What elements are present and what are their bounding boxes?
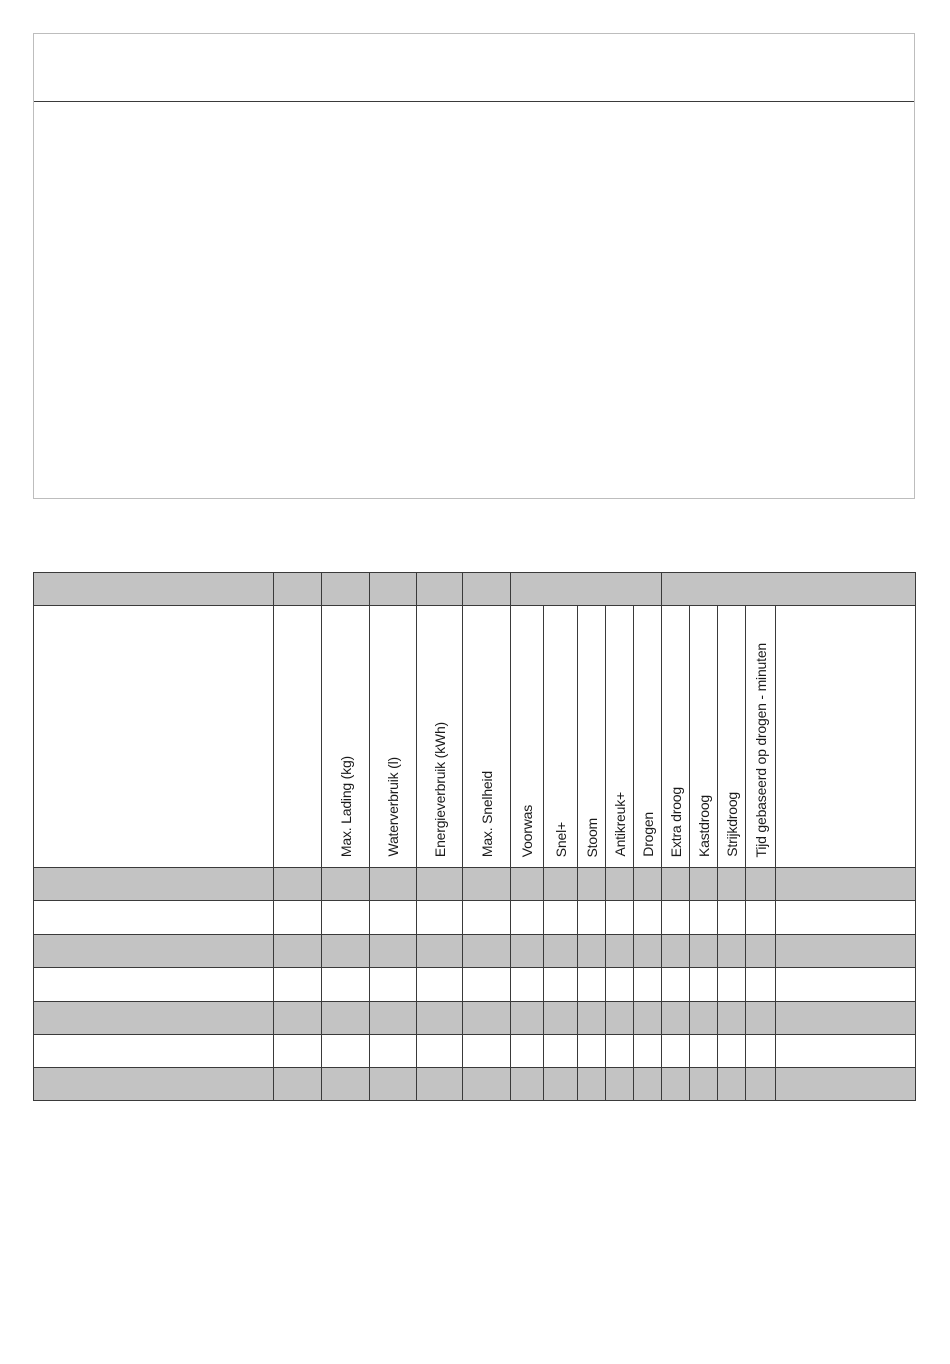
table-cell — [775, 1067, 916, 1100]
table-cell — [510, 934, 543, 967]
table-cell — [775, 1001, 916, 1034]
table-cell — [510, 867, 543, 900]
table-cell — [577, 1034, 605, 1067]
table-cell — [462, 900, 510, 933]
table-cell — [689, 1001, 717, 1034]
table-cell — [775, 900, 916, 933]
column-label-iron-dry: Strijkdroog — [723, 792, 740, 857]
column-header-anticrease — [605, 605, 633, 867]
column-header-extra — [775, 605, 916, 867]
table-cell — [661, 1067, 689, 1100]
column-label-water: Waterverbruik (l) — [385, 757, 401, 857]
table-cell — [689, 900, 717, 933]
table-cell — [273, 967, 321, 1000]
table-cell — [462, 1001, 510, 1034]
table-cell — [745, 900, 775, 933]
table-cell — [273, 1001, 321, 1034]
table-cell — [369, 1001, 416, 1034]
table-cell — [321, 1001, 369, 1034]
table-cell — [416, 900, 462, 933]
table-cell — [321, 1067, 369, 1100]
program-table — [33, 572, 916, 1101]
column-label-cupboard-dry: Kastdroog — [695, 794, 712, 857]
table-cell — [510, 900, 543, 933]
table-cell — [273, 867, 321, 900]
table-cell — [33, 1001, 273, 1034]
column-label-steam: Stoom — [583, 817, 600, 857]
table-cell — [745, 1034, 775, 1067]
table-cell — [633, 1067, 661, 1100]
table-cell — [416, 934, 462, 967]
table-cell — [369, 1034, 416, 1067]
group-header-options — [510, 572, 661, 605]
table-cell — [273, 900, 321, 933]
column-label-max-load: Max. Lading (kg) — [337, 755, 354, 857]
table-cell — [661, 900, 689, 933]
table-cell — [717, 1034, 745, 1067]
table-cell — [273, 1034, 321, 1067]
column-header-prewash — [510, 605, 543, 867]
table-cell — [775, 934, 916, 967]
table-cell — [717, 967, 745, 1000]
table-cell — [717, 900, 745, 933]
table-cell — [775, 1034, 916, 1067]
group-header-energy — [416, 572, 462, 605]
table-cell — [717, 934, 745, 967]
table-cell — [577, 867, 605, 900]
table-cell — [33, 934, 273, 967]
table-cell — [416, 1067, 462, 1100]
table-cell — [745, 967, 775, 1000]
group-header-program — [33, 572, 273, 605]
table-cell — [717, 1067, 745, 1100]
column-label-timed-dry: Tijd gebaseerd op drogen - minuten — [752, 642, 769, 857]
table-cell — [633, 967, 661, 1000]
table-cell — [416, 967, 462, 1000]
table-cell — [321, 934, 369, 967]
table-cell — [369, 934, 416, 967]
table-cell — [273, 934, 321, 967]
table-cell — [33, 967, 273, 1000]
table-cell — [462, 967, 510, 1000]
table-cell — [661, 967, 689, 1000]
table-cell — [369, 900, 416, 933]
table-cell — [369, 867, 416, 900]
table-cell — [633, 1034, 661, 1067]
table-cell — [717, 867, 745, 900]
table-cell — [605, 900, 633, 933]
table-cell — [689, 934, 717, 967]
column-header-max-speed — [462, 605, 510, 867]
table-cell — [745, 1067, 775, 1100]
table-cell — [605, 967, 633, 1000]
table-cell — [462, 1067, 510, 1100]
table-cell — [661, 1001, 689, 1034]
top-frame-divider — [34, 101, 914, 102]
table-cell — [510, 1001, 543, 1034]
table-cell — [689, 1067, 717, 1100]
column-header-program — [33, 605, 273, 867]
column-label-extra-dry: Extra droog — [667, 786, 684, 857]
group-header-speed — [462, 572, 510, 605]
column-header-iron-dry — [717, 605, 745, 867]
table-cell — [321, 900, 369, 933]
group-header-temp — [273, 572, 321, 605]
table-cell — [543, 1067, 577, 1100]
table-cell — [273, 1067, 321, 1100]
group-header-load — [321, 572, 369, 605]
table-cell — [745, 867, 775, 900]
column-header-water — [369, 605, 416, 867]
table-cell — [543, 1034, 577, 1067]
table-cell — [661, 867, 689, 900]
table-cell — [33, 900, 273, 933]
column-header-dry — [633, 605, 661, 867]
table-cell — [543, 1001, 577, 1034]
table-cell — [775, 967, 916, 1000]
table-cell — [745, 934, 775, 967]
table-cell — [689, 867, 717, 900]
column-header-max-load — [321, 605, 369, 867]
table-cell — [577, 967, 605, 1000]
group-header-water — [369, 572, 416, 605]
table-cell — [543, 900, 577, 933]
table-cell — [717, 1001, 745, 1034]
table-cell — [543, 867, 577, 900]
column-label-quick: Snel+ — [552, 821, 569, 857]
table-cell — [321, 867, 369, 900]
table-cell — [577, 934, 605, 967]
table-cell — [577, 900, 605, 933]
table-cell — [775, 867, 916, 900]
table-cell — [633, 934, 661, 967]
table-cell — [605, 1034, 633, 1067]
table-cell — [689, 967, 717, 1000]
table-cell — [33, 867, 273, 900]
column-header-temp — [273, 605, 321, 867]
column-label-energy: Energieverbruik (kWh) — [431, 721, 448, 857]
top-frame — [33, 33, 915, 499]
table-cell — [577, 1067, 605, 1100]
table-cell — [633, 1001, 661, 1034]
column-header-quick — [543, 605, 577, 867]
table-cell — [462, 867, 510, 900]
column-header-timed-dry — [745, 605, 775, 867]
table-cell — [605, 867, 633, 900]
table-cell — [745, 1001, 775, 1034]
table-cell — [605, 934, 633, 967]
column-label-anticrease: Antikreuk+ — [611, 792, 628, 857]
group-header-drying — [661, 572, 916, 605]
table-cell — [462, 1034, 510, 1067]
column-header-steam — [577, 605, 605, 867]
table-cell — [543, 967, 577, 1000]
table-cell — [605, 1001, 633, 1034]
table-cell — [462, 934, 510, 967]
table-cell — [543, 934, 577, 967]
table-cell — [577, 1001, 605, 1034]
table-cell — [416, 1001, 462, 1034]
table-cell — [321, 967, 369, 1000]
column-header-extra-dry — [661, 605, 689, 867]
table-cell — [33, 1034, 273, 1067]
table-cell — [321, 1034, 369, 1067]
table-cell — [633, 867, 661, 900]
table-cell — [661, 934, 689, 967]
column-label-max-speed: Max. Snelheid — [478, 770, 495, 857]
table-cell — [510, 967, 543, 1000]
table-cell — [416, 867, 462, 900]
table-cell — [33, 1067, 273, 1100]
column-header-energy — [416, 605, 462, 867]
table-cell — [416, 1034, 462, 1067]
table-cell — [633, 900, 661, 933]
table-cell — [689, 1034, 717, 1067]
column-header-cupboard-dry — [689, 605, 717, 867]
table-cell — [661, 1034, 689, 1067]
column-label-prewash: Voorwas — [519, 804, 535, 857]
column-label-dry: Drogen — [639, 812, 656, 857]
table-cell — [510, 1034, 543, 1067]
table-cell — [369, 1067, 416, 1100]
table-cell — [369, 967, 416, 1000]
table-cell — [605, 1067, 633, 1100]
table-cell — [510, 1067, 543, 1100]
